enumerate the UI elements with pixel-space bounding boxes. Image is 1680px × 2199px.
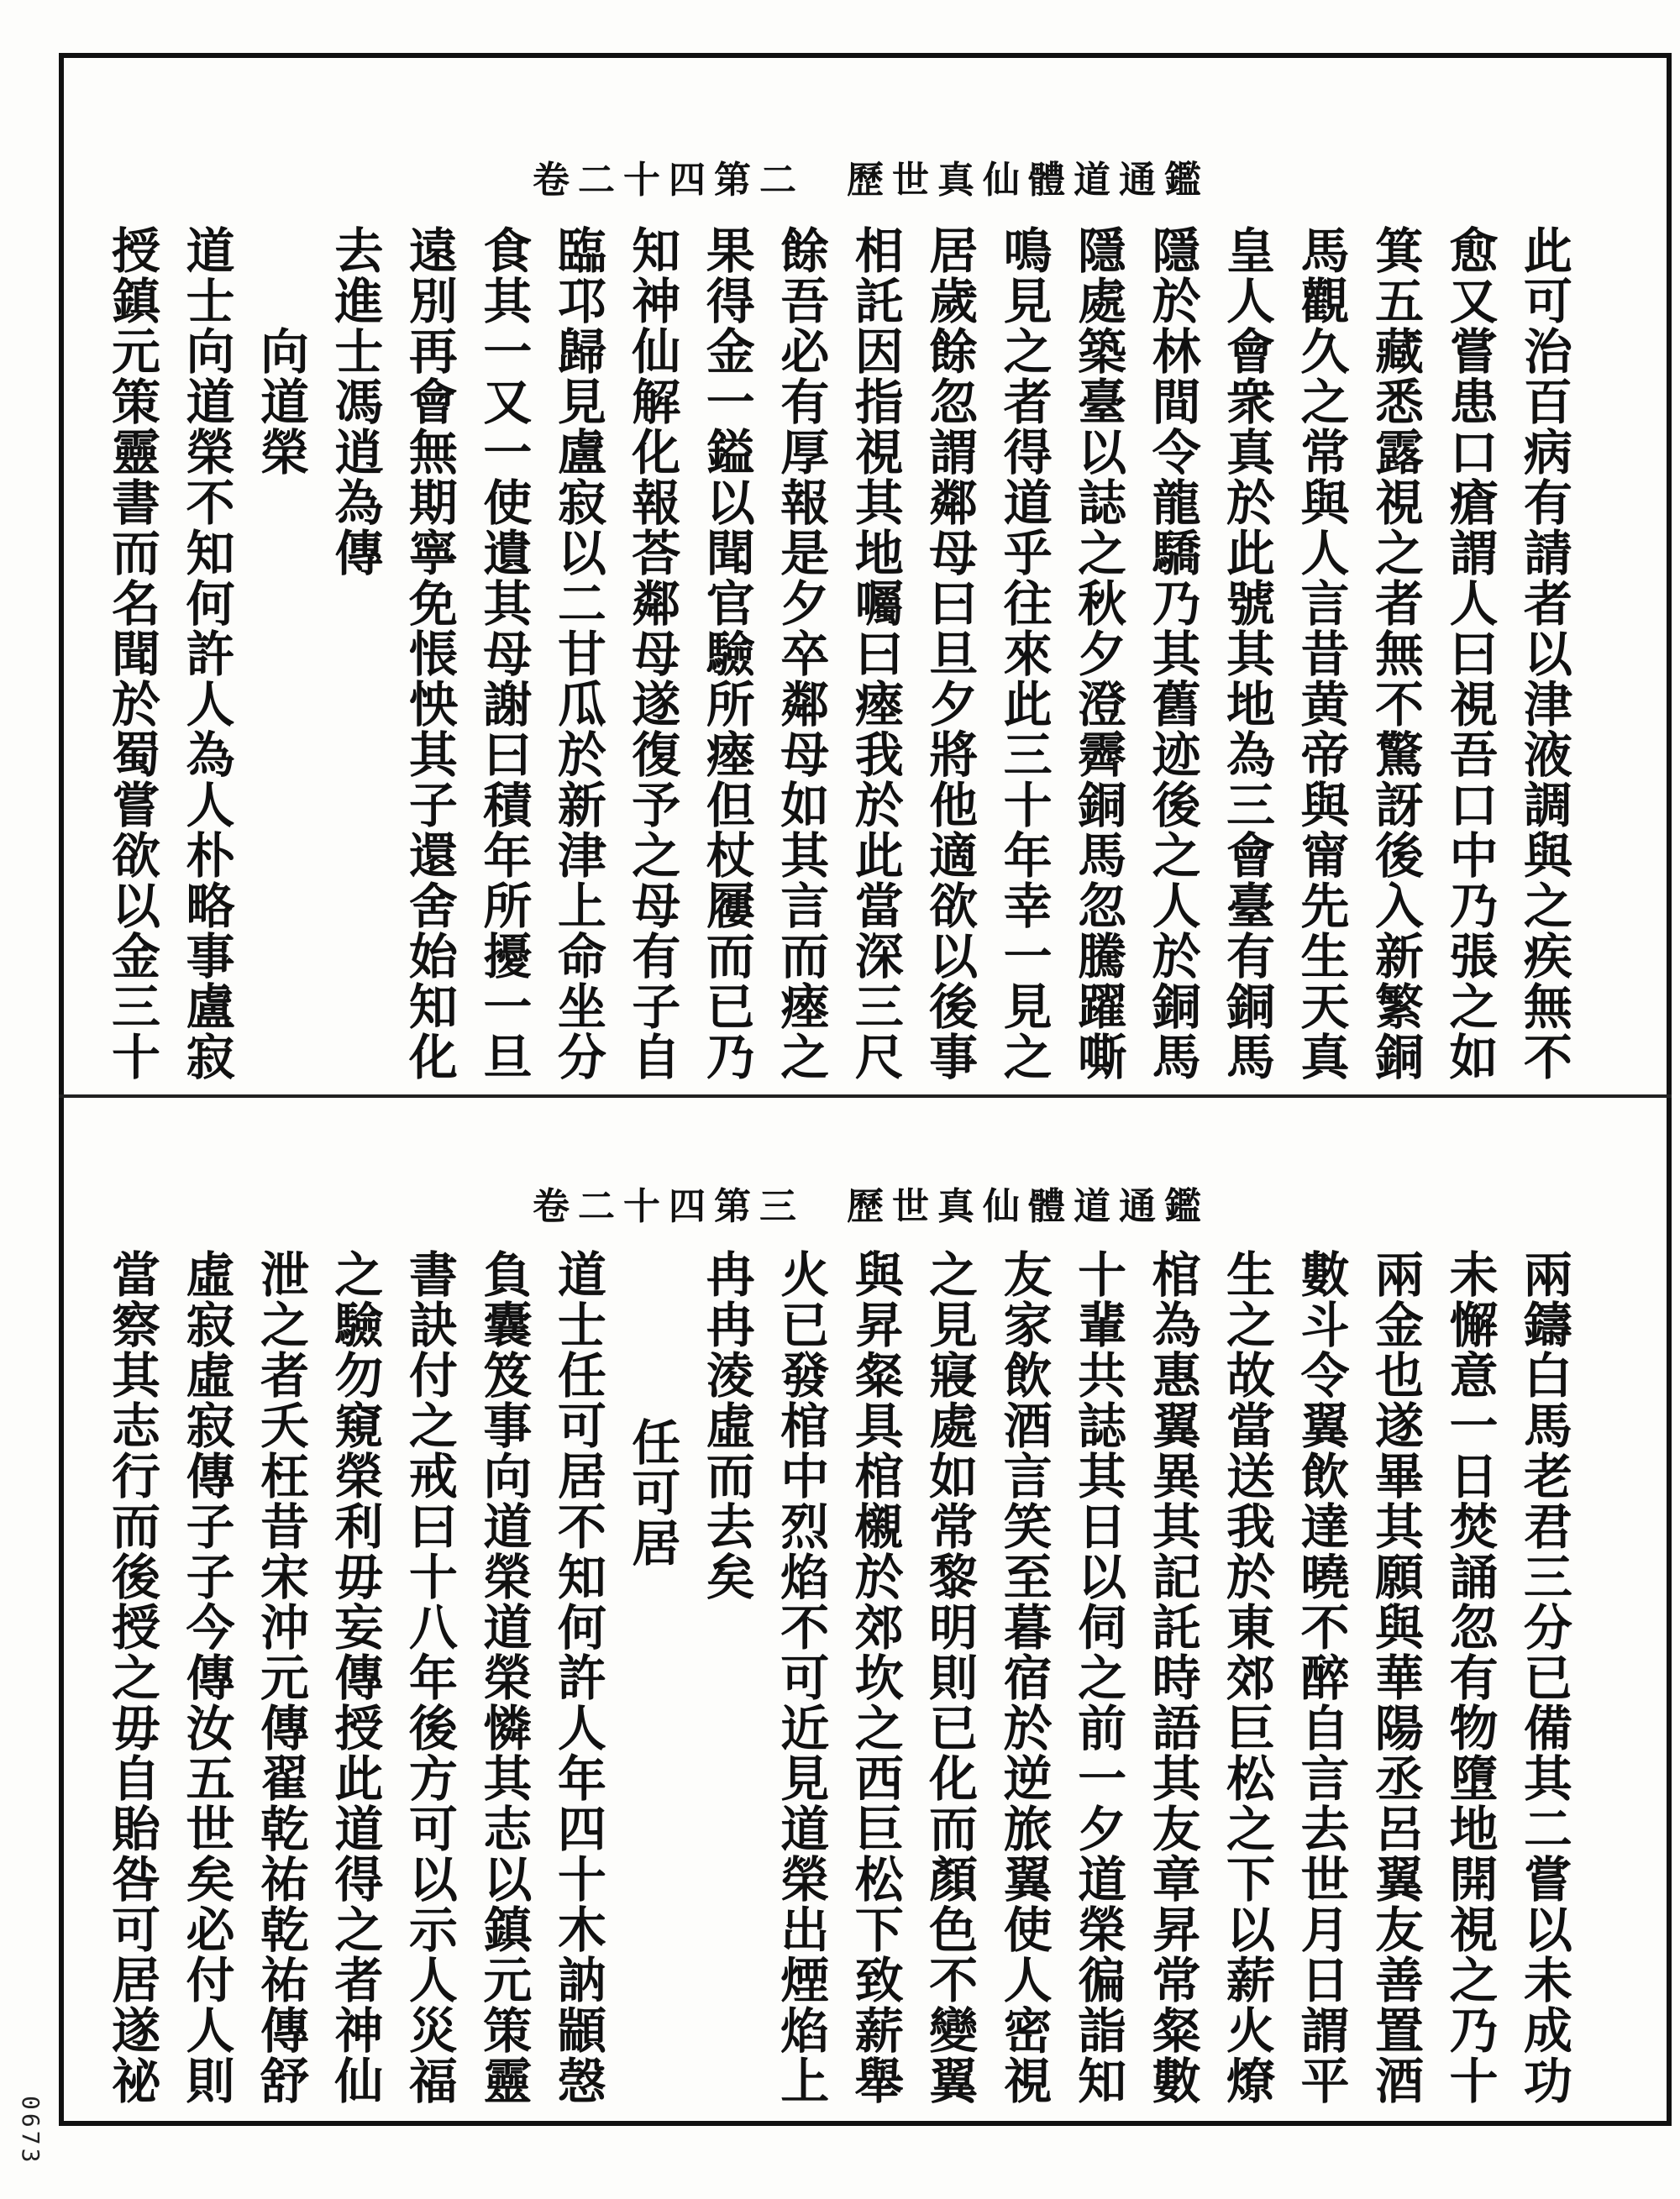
text-column: 果得金一鎰以聞官驗所瘞但杖屨而已乃 <box>697 225 755 1082</box>
text-column: 火已發棺中烈焰不可近見道榮出煙焰上 <box>772 1249 830 2106</box>
text-column: 生之故當送我於東郊巨松之下以薪火燎 <box>1218 1249 1276 2106</box>
text-column: 棺為惠翼異其記託時語其友章昇常粲數 <box>1143 1249 1201 2106</box>
page-divider <box>59 1094 1672 1098</box>
text-column: 友家飲酒言笑至暮宿於逆旅翼使人密視 <box>995 1249 1053 2106</box>
text-column: 十輩共誌其日以伺之前一夕道榮徧詣知 <box>1069 1249 1127 2106</box>
text-column: 兩金也遂畢其願與華陽丞呂翼友善置酒 <box>1366 1249 1424 2106</box>
text-column: 去進士馮逍為傳 <box>326 225 384 578</box>
text-column: 泄之者夭枉昔宋沖元傳翟乾祐乾祐傳舒 <box>251 1249 309 2106</box>
text-column: 食其一又一使遺其母謝曰積年所擾一旦 <box>475 225 533 1082</box>
top-page-header <box>533 150 1210 203</box>
text-column: 相託因指視其地囑曰瘞我於此當深三尺 <box>846 225 904 1082</box>
text-column: 授鎮元策靈書而名聞於蜀嘗欲以金三十 <box>103 225 160 1082</box>
top-header-volume: 卷二十四第二 <box>533 159 805 202</box>
text-column: 兩鑄白馬老君三分已備其二嘗以未成功 <box>1515 1249 1572 2106</box>
text-column: 臨邛歸見盧寂以二甘瓜於新津上命坐分 <box>549 225 606 1082</box>
text-column: 與昇粲具棺櫬於郊坎之西巨松下致薪舉 <box>846 1249 904 2106</box>
text-column: 馬觀久之常與人言昔黄帝與甯先生天真 <box>1292 225 1350 1082</box>
text-column: 此可治百病有請者以津液調與之疾無不 <box>1515 225 1572 1082</box>
top-header-title: 歷世真仙體道通鑑 <box>847 159 1210 202</box>
bottom-header-title: 歷世真仙體道通鑑 <box>847 1185 1210 1228</box>
text-column: 隱於林間令龍驕乃其舊迹後之人於銅馬 <box>1143 225 1201 1082</box>
text-column: 冉冉淩虛而去矣 <box>697 1249 755 1602</box>
text-column: 負囊笈事向道榮道榮憐其志以鎮元策靈 <box>475 1249 533 2106</box>
text-column: 遠別再會無期寧免悵怏其子還舍始知化 <box>400 225 458 1082</box>
top-page-text <box>101 225 1575 1082</box>
text-column: 居歲餘忽謂鄰母曰旦夕將他適欲以後事 <box>921 225 979 1082</box>
text-column: 道士向道榮不知何許人為人朴略事盧寂 <box>177 225 235 1082</box>
text-column: 隱處築臺以誌之秋夕澄霽銅馬忽騰躍嘶 <box>1069 225 1127 1082</box>
text-column: 鳴見之者得道乎往來此三十年幸一見之 <box>995 225 1053 1082</box>
text-column: 之見寢處如常黎明則已化而顏色不變翼 <box>921 1249 979 2106</box>
section-heading: 任可居 <box>623 1417 681 1568</box>
text-column: 書訣付之戒曰十八年後方可以示人災福 <box>400 1249 458 2106</box>
text-column: 餘吾必有厚報是夕卒鄰母如其言而瘞之 <box>772 225 830 1082</box>
text-column: 之驗勿窺榮利毋妄傳授此道得之者神仙 <box>326 1249 384 2106</box>
text-column: 箕五藏悉露視之者無不驚訝後入新繁銅 <box>1366 225 1424 1082</box>
bottom-header-volume: 卷二十四第三 <box>533 1185 805 1228</box>
text-column: 數斗令翼飲達曉不醉自言去世月日謂平 <box>1292 1249 1350 2106</box>
text-column: 當察其志行而後授之毋自貽咎可居遂祕 <box>103 1249 160 2106</box>
section-heading: 向道榮 <box>251 326 309 477</box>
text-column: 知神仙解化報荅鄰母遂復予之母有子自 <box>623 225 681 1082</box>
bottom-page-text <box>101 1249 1575 2106</box>
text-column: 未懈意一日焚誦忽有物墮地開視之乃十 <box>1441 1249 1499 2106</box>
text-column: 皇人會衆真於此號其地為三會臺有銅馬 <box>1218 225 1276 1082</box>
text-column: 愈又嘗患口瘡謂人曰視吾口中乃張之如 <box>1441 225 1499 1082</box>
bottom-page-header <box>533 1176 1210 1230</box>
text-column: 虛寂虛寂傳子子今傳汝五世矣必付人則 <box>177 1249 235 2106</box>
page-number: 0673 <box>17 2095 45 2165</box>
text-column: 道士任可居不知何許人年四十木訥顓愨 <box>549 1249 606 2106</box>
